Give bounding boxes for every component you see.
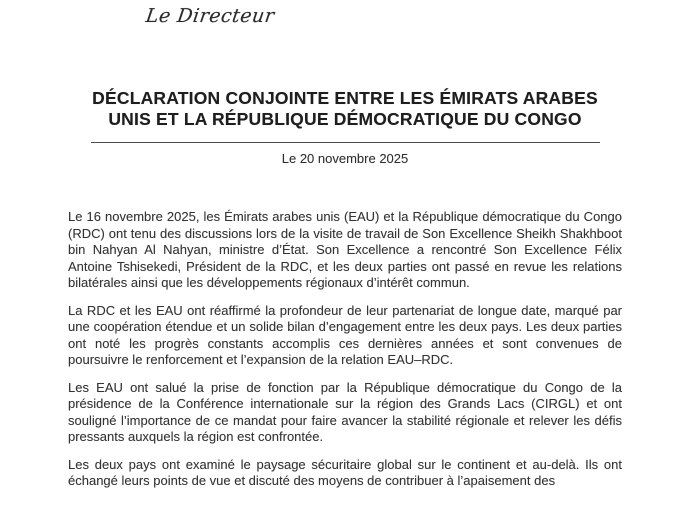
body-paragraph-2: La RDC et les EAU ont réaffirmé la profondeur de leur partenariat de longue date, marqué par une coopération étendue et un solide bilan d’engagement entre les deux pays. Les deux parties ont noté les progrès constants accomplis ces dernières années et sont convenues de poursuivre le renforcement et l’expansion de la relation EAU–RDC. [68, 302, 622, 367]
document-date: Le 20 novembre 2025 [281, 151, 409, 166]
body-paragraph-4: Les deux pays ont examiné le paysage sécuritaire global sur le continent et au-delà. Ils ont échangé leurs points de vue et discuté des moyens de contribuer à l’apaisement des [68, 456, 622, 488]
document-title [0, 88, 690, 130]
title-divider-rule [91, 142, 600, 143]
letterhead-script-signature: Le Directeur [144, 5, 276, 27]
document-body [68, 209, 622, 501]
body-paragraph-1: Le 16 novembre 2025, les Émirats arabes unis (EAU) et la République démocratique du Congo (RDC) ont tenu des discussions lors de la visite de travail de Son Excellence Sheikh Shakhboot bin Nahyan Al Nahyan, ministre d’État. Son Excellence a rencontré Son Excellence Félix Antoine Tshisekedi, Président de la RDC, et les deux parties ont passé en revue les relations bilatérales ainsi que les développements régionaux d’intérêt commun. [68, 209, 622, 290]
document-title-line-1: DÉCLARATION CONJOINTE ENTRE LES ÉMIRATS ARABES [92, 88, 598, 108]
body-paragraph-3: Les EAU ont salué la prise de fonction par la République démocratique du Congo de la présidence de la Conférence internationale sur la région des Grands Lacs (CIRGL) et ont souligné l’importance de ce mandat pour faire avancer la stabilité régionale et relever les défis pressants auxquels la région est confrontée. [68, 379, 622, 444]
document-title-line-2: UNIS ET LA RÉPUBLIQUE DÉMOCRATIQUE DU CONGO [108, 109, 582, 129]
